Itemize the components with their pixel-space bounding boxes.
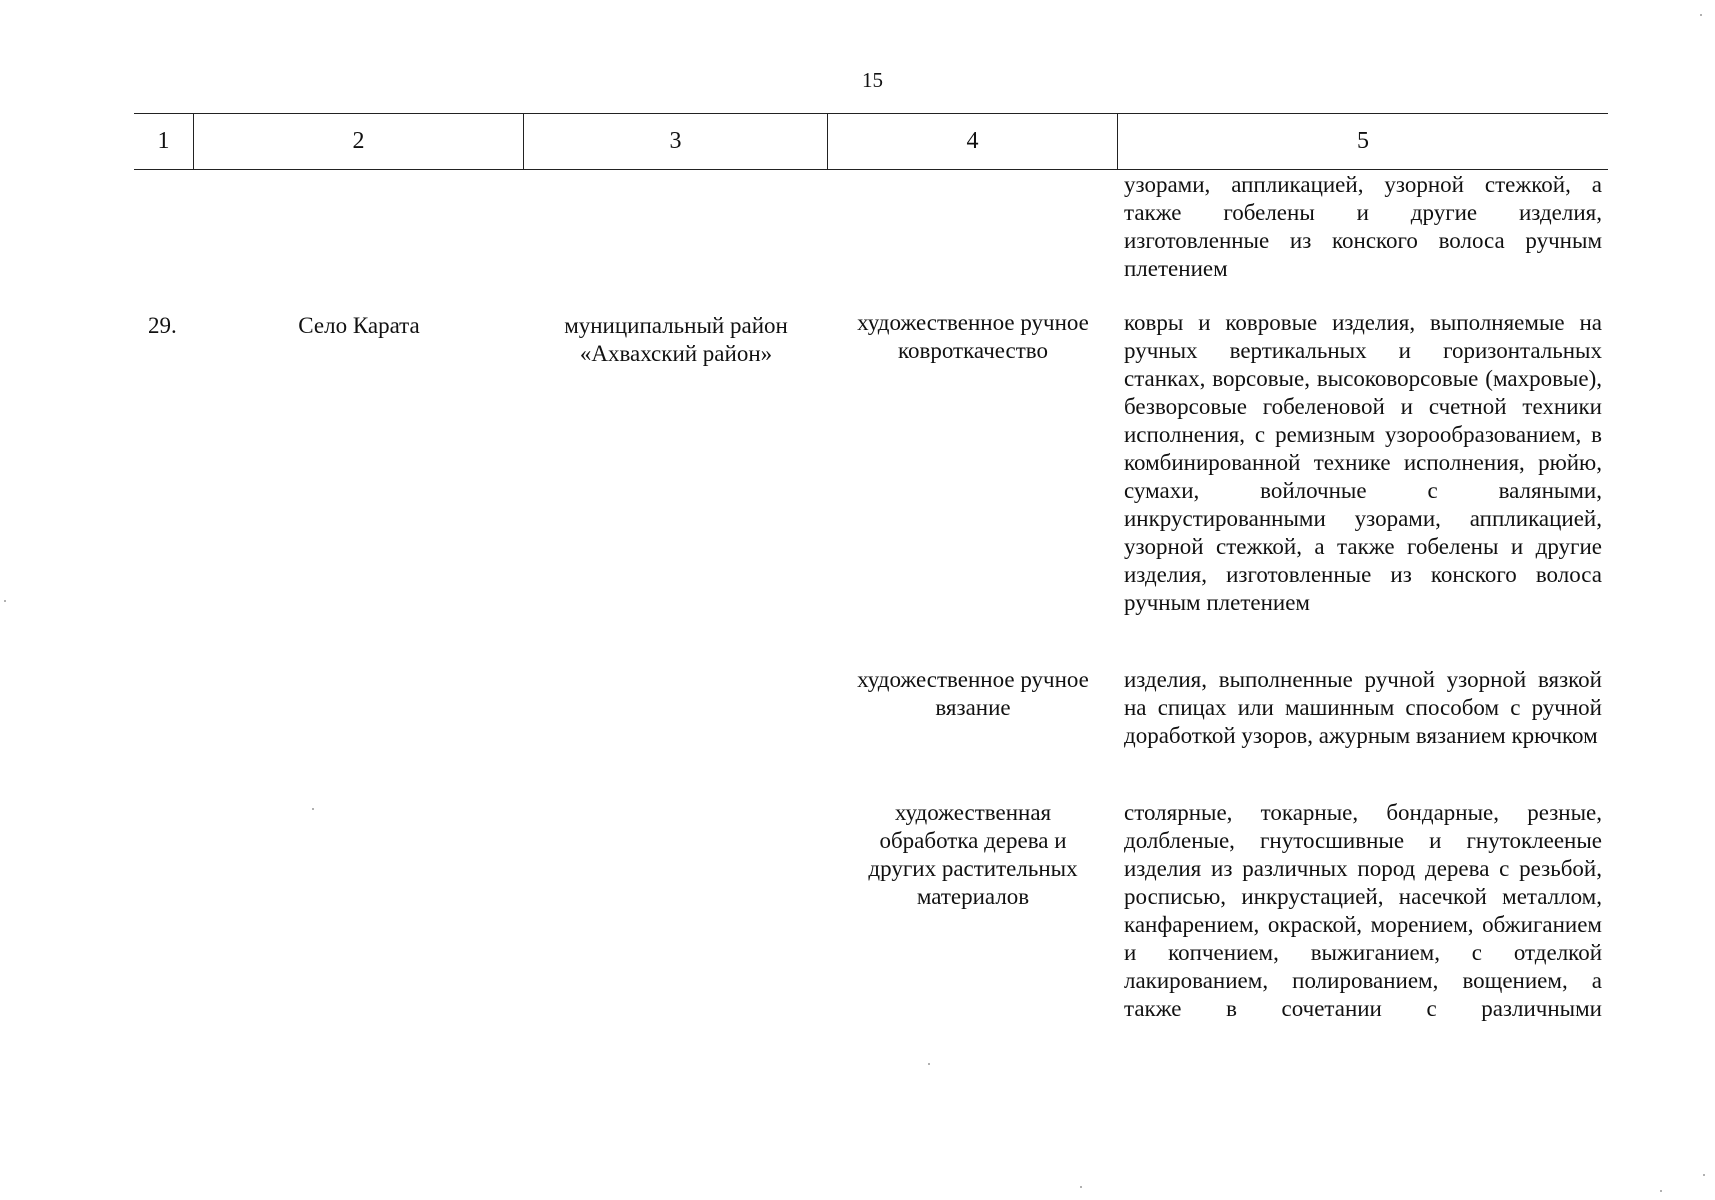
craft-name-knitting	[828, 666, 1118, 722]
scan-speck	[928, 1063, 930, 1065]
row-number: 29.	[148, 313, 177, 338]
scan-speck	[1703, 1174, 1705, 1176]
scan-speck	[4, 600, 6, 602]
header-col-5: 5	[1117, 114, 1608, 169]
scan-speck	[312, 808, 314, 810]
place-name: Село Карата	[298, 313, 420, 338]
craft-name-line: художественная	[894, 800, 1052, 825]
header-col-2: 2	[193, 114, 523, 169]
scan-speck	[1660, 1190, 1662, 1192]
continuation-description: узорами, аппликацией, узорной стежкой, а также гобелены и другие изделия, изготовленные из конского волоса ручным плетением	[1124, 172, 1602, 281]
header-col-4: 4	[827, 114, 1117, 169]
header-col-1: 1	[157, 128, 170, 154]
craft-name-line: вязание	[935, 695, 1011, 720]
craft-name-wood	[828, 799, 1118, 911]
craft-name-line: материалов	[916, 884, 1030, 909]
craft-description-carpet: ковры и ковровые изделия, выполняемые на ручных вертикальных и горизонтальных станках, ворсовые, высоковорсовые (махровые), безворсовые гобеленовой и счетной техники исполнения, с ремизным узорообразованием, в комбинированной технике исполнения, рюйю, сумахи, войлочные с валяными, инкрустированными узорами, аппликацией, узорной стежкой, а также гобелены и другие изделия, изготовленные из конского волоса ручным плетением	[1124, 310, 1602, 615]
header-col-3: 3	[523, 114, 827, 169]
district-line-1: муниципальный район	[564, 313, 788, 338]
district-name	[524, 312, 828, 368]
craft-description-wood: столярные, токарные, бондарные, резные, долбленые, гнутосшивные и гнутоклееные изделия из различных пород дерева с резьбой, росписью, инкрустацией, насечкой металлом, канфарением, окраской, морением, обжиганием и копчением, выжиганием, с отделкой лакированием, полированием, вощением, а также в сочетании с различными	[1124, 800, 1602, 1021]
scan-speck	[1080, 1186, 1082, 1188]
craft-name-carpet	[828, 309, 1118, 365]
craft-name-line: художественное ручное	[857, 310, 1089, 335]
craft-description-knitting: изделия, выполненные ручной узорной вязкой на спицах или машинным способом с ручной доработкой узоров, ажурным вязанием крючком	[1124, 667, 1602, 748]
scan-speck	[1700, 14, 1702, 16]
craft-name-line: художественное ручное	[857, 667, 1089, 692]
page-number: 15	[862, 68, 883, 92]
craft-name-line: ковроткачество	[897, 338, 1049, 363]
district-line-2: «Ахвахский район»	[579, 341, 773, 366]
craft-name-line: обработка дерева и	[879, 828, 1067, 853]
table-header-row	[134, 113, 1608, 170]
craft-name-line: других растительных	[868, 856, 1078, 881]
